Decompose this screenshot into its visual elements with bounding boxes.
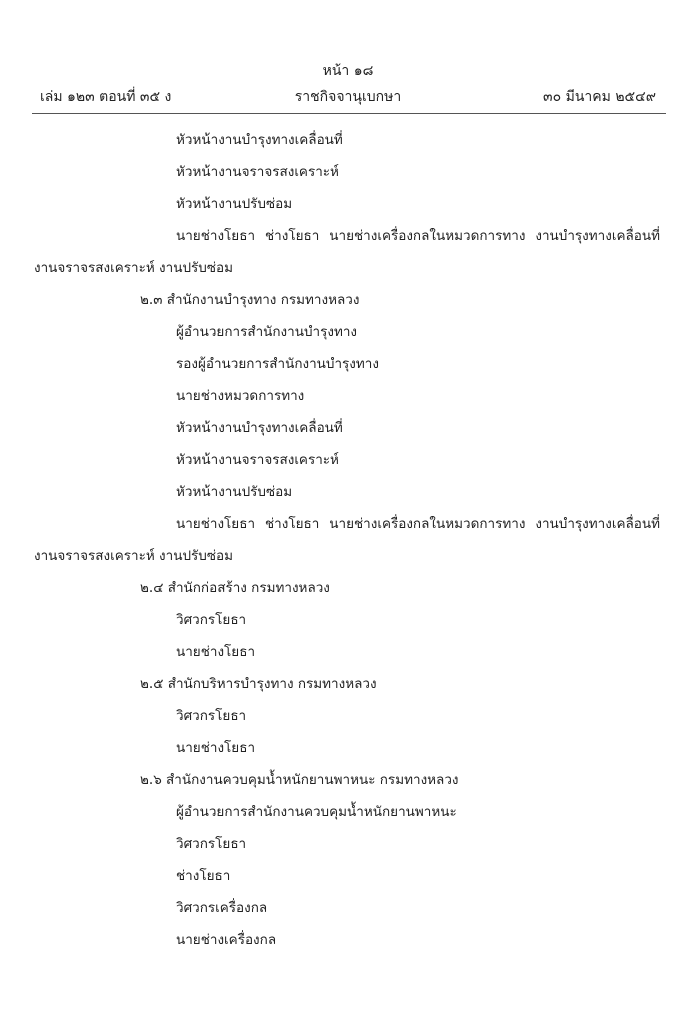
text-line: ช่างโยธา (176, 868, 231, 884)
section-heading: ๒.๕ สำนักบริหารบำรุงทาง กรมทางหลวง (140, 676, 377, 692)
text-line: นายช่างโยธา (176, 644, 256, 660)
text-line: ผู้อำนวยการสำนักงานควบคุมน้ำหนักยานพาหนะ (176, 804, 457, 820)
text-line: หัวหน้างานจราจรสงเคราะห์ (176, 452, 339, 468)
text-line: หัวหน้างานปรับซ่อม (176, 196, 293, 212)
text-line: นายช่างโยธา (176, 740, 256, 756)
volume-issue: เล่ม ๑๒๓ ตอนที่ ๓๕ ง (40, 89, 172, 105)
text-line: ผู้อำนวยการสำนักงานบำรุงทาง (176, 324, 358, 340)
text-line: วิศวกรเครื่องกล (176, 900, 268, 916)
gazette-name: ราชกิจจานุเบกษา (294, 89, 402, 105)
text-line: นายช่างเครื่องกล (176, 932, 277, 948)
text-line: รองผู้อำนวยการสำนักงานบำรุงทาง (176, 356, 379, 372)
publication-date: ๓๐ มีนาคม ๒๕๔๙ (543, 89, 656, 105)
text-line: หัวหน้างานจราจรสงเคราะห์ (176, 164, 339, 180)
text-line: นายช่างโยธา ช่างโยธา นายช่างเครื่องกลในหมวดการทาง งานบำรุงทางเคลื่อนที่ (176, 516, 660, 532)
section-heading: ๒.๖ สำนักงานควบคุมน้ำหนักยานพาหนะ กรมทางหลวง (140, 772, 459, 788)
page-number: หน้า ๑๘ (322, 63, 374, 79)
text-line: หัวหน้างานบำรุงทางเคลื่อนที่ (176, 132, 343, 148)
text-line: หัวหน้างานปรับซ่อม (176, 484, 293, 500)
text-line: หัวหน้างานบำรุงทางเคลื่อนที่ (176, 420, 343, 436)
text-line: วิศวกรโยธา (176, 708, 247, 724)
text-line: งานจราจรสงเคราะห์ งานปรับซ่อม (34, 260, 234, 276)
section-heading: ๒.๓ สำนักงานบำรุงทาง กรมทางหลวง (140, 292, 360, 308)
text-line: งานจราจรสงเคราะห์ งานปรับซ่อม (34, 548, 234, 564)
header-rule (32, 113, 666, 114)
text-line: วิศวกรโยธา (176, 612, 247, 628)
text-line: วิศวกรโยธา (176, 836, 247, 852)
text-line: นายช่างโยธา ช่างโยธา นายช่างเครื่องกลในหมวดการทาง งานบำรุงทางเคลื่อนที่ (176, 228, 660, 244)
section-heading: ๒.๔ สำนักก่อสร้าง กรมทางหลวง (140, 580, 330, 596)
text-line: นายช่างหมวดการทาง (176, 388, 305, 404)
